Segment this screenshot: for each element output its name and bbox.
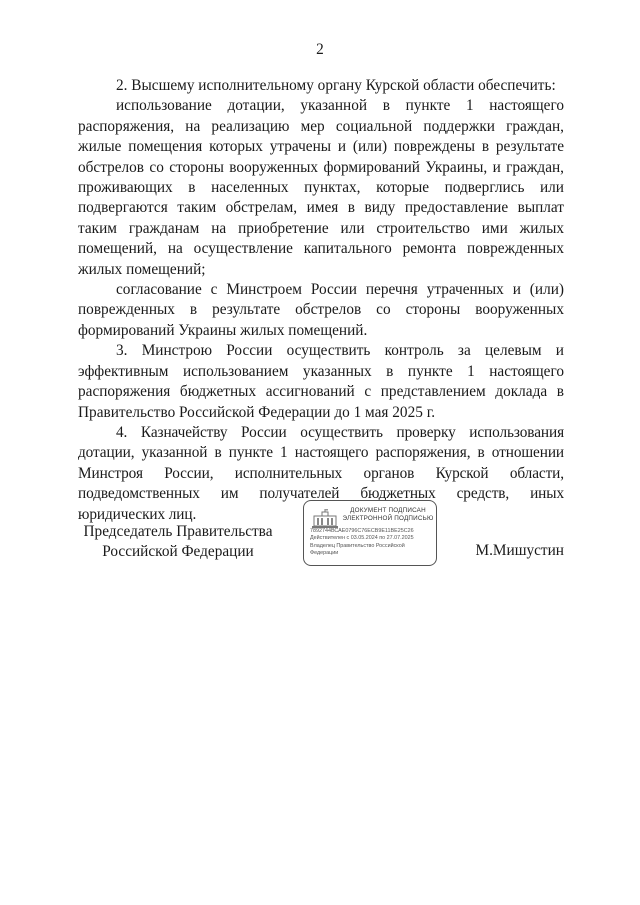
signatory-position-line2: Российской Федерации (102, 543, 254, 560)
paragraph-item-3: 3. Минстрою России осуществить контроль за целевым и эффективным использованием указанных в пункте 1 настоящего распоряжения бюджетных ассигнований с представлением доклада в Правительство Российской Федерации до 1 мая 2025 г. (78, 342, 564, 421)
stamp-title-line1: ДОКУМЕНТ ПОДПИСАН (350, 507, 426, 514)
paragraph-subitem-usage: использование дотации, указанной в пункте 1 настоящего распоряжения, на реализацию мер социальной поддержки граждан, жилые помещения которых утрачены и (или) повреждены в результате обстрелов со стороны вооруженных формирований Украины, и граждан, проживающих в населенных пунктах, которые подверглись или подвергаются таким обстрелам, имея в виду предоставление выплат таким гражданам на приобретение или строительство ими жилых помещений, на осуществление капитального ремонта поврежденных жилых помещений; (78, 97, 564, 278)
signatory-name: М.Мишустин (475, 542, 564, 559)
document-body (78, 76, 564, 525)
stamp-title-line2: ЭЛЕКТРОННОЙ ПОДПИСЬЮ (342, 514, 434, 522)
government-building-icon (311, 509, 339, 529)
paragraph-item-4: 4. Казначейству России осуществить проверку использования дотации, указанной в пункте 1 настоящего распоряжения, в отношении Минстроя России, исполнительных органов Курской области, подведомственных им получателей бюджетных средств, иных юридических лиц. (78, 423, 564, 523)
stamp-owner-line2: Федерации (310, 549, 339, 556)
stamp-certificate: 7892744ВСАЕ0796С76ЕСВ9Е11ВЕ25С26 (310, 528, 414, 534)
stamp-validity: Действителен с 03.05.2024 по 27.07.2025 (310, 535, 414, 542)
paragraph-item-2: 2. Высшему исполнительному органу Курской области обеспечить: (116, 77, 556, 94)
stamp-owner-line1: Владелец Правительство Российской (310, 542, 405, 549)
stamp-details (310, 528, 434, 557)
page-number: 2 (316, 41, 324, 58)
electronic-signature-stamp (303, 500, 437, 566)
paragraph-subitem-approval: согласование с Минстроем России перечня утраченных и (или) поврежденных в результате обстрелов со стороны вооруженных формирований Украины жилых помещений. (78, 281, 564, 339)
signatory-position-line1: Председатель Правительства (83, 523, 273, 540)
stamp-title (342, 507, 434, 522)
signatory-position (78, 522, 278, 562)
